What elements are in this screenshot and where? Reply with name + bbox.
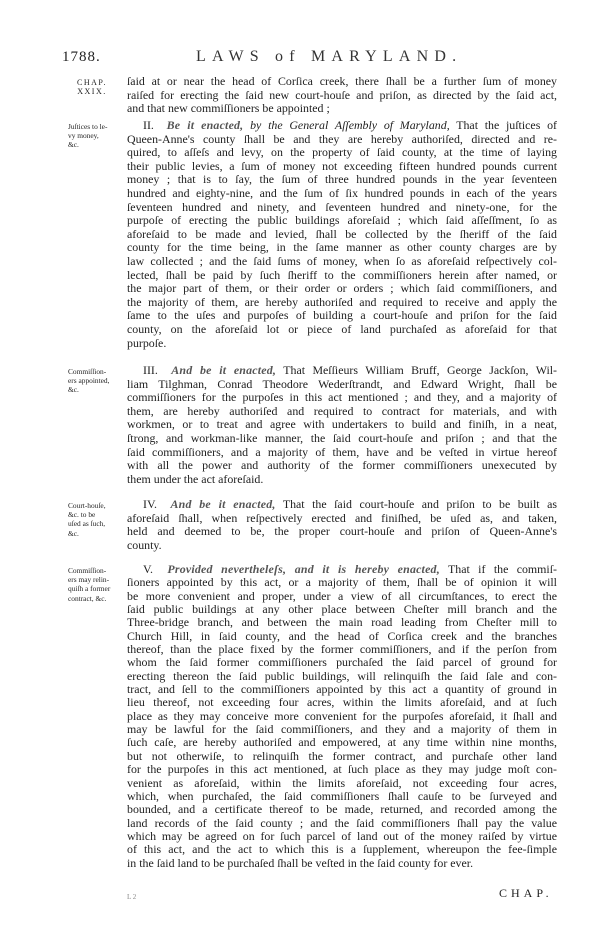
text-line: ſaid at or near the head of Corſica creek, there ſhall be a further ſum of money [127,74,557,88]
section-iv [127,498,557,552]
first-line-text: That if the commiſ- [448,562,557,576]
text-line: ſtrong, and workman-like manner, the ſaid court-houſe and priſon ; and that the [127,430,557,445]
text-line: lieu thereof, not exceeding four acres, within the limits aforeſaid, and at ſuch [127,695,557,710]
margin-note [68,566,126,603]
section-first-line [127,498,557,512]
enacting-clause: And be it enacted, [171,363,277,377]
text-line: the major part of them, or their order or orders ; which ſaid commiſſioners, and [127,281,557,296]
section-v [127,563,557,870]
margin-note-line: &c. [68,140,79,150]
margin-note-line: ers appointed, [68,376,110,386]
margin-note-line: Juſtices to le- [68,122,108,131]
text-line: ſaid public buildings at any other place between Cheſter mill branch and the [127,602,557,617]
first-line-text: That the juſtices of [456,118,557,132]
text-line: with all the power and authority of the former commiſſioners unexecuted by [127,458,557,473]
section-number: III. [143,363,158,377]
section-ii [127,119,557,350]
margin-note-line: &c. to be [68,510,96,520]
text-line: which may be agreed on for ſuch parcel of land out of the money raiſed by virtue [127,828,557,843]
text-line: workmen, or to treat and agree with undertakers to build and finiſh, in a neat, [127,417,557,432]
margin-note-line: contract, &c. [68,593,107,603]
margin-note-line: ers may relin- [68,575,110,585]
text-line: lected, ſhall be paid by ſuch ſheriff to the commiſſioners herein after named, or [127,267,557,282]
text-line: but not otherwiſe, to relinquiſh the former contract, and purchaſe other land [127,748,557,763]
section-first-line [127,119,557,133]
margin-note-line: &c. [68,528,79,538]
text-line: liam Tilghman, Conrad Theodore Wederſtrandt, and Edward Wright, ſhall be [127,376,557,391]
margin-note-line: Commiſſion- [68,367,107,376]
text-line: be more convenient and proper, under a view of all circumſtances, to erect the [127,588,557,603]
margin-note [68,501,126,538]
text-line: and that new commiſſioners be appointed ; [127,101,330,116]
text-line: commiſſioners for the purpoſes in this act mentioned ; and they, and a majority of [127,390,557,405]
text-line: aforeſaid ſhall, when reſpectively erected and finiſhed, be uſed as, and taken, [127,510,557,525]
margin-note-line: quiſh a former [68,584,111,594]
signature-mark: L 2 [127,893,137,901]
text-line: tract, and ſell to the commiſſioners appointed by this act a quantity of ground in [127,682,557,697]
text-line: whom the ſaid former commiſſioners purchaſed the ſaid parcel of ground for [127,655,557,670]
text-line: ſame to the uſes and purpoſes of building a court-houſe and priſon for the ſaid [127,308,557,323]
catchword: CHAP. [499,886,553,900]
chapter-marker [62,78,122,96]
section-first-line [127,563,557,576]
text-line: raiſed for erecting the ſaid new court-houſe and priſon, as directed by the ſaid act, [127,87,557,102]
text-line: hundred and eighty-nine, and the ſum of ſix hundred pounds in each of the years [127,185,557,200]
text-line: their public levies, a ſum of money not exceeding fifteen hundred pounds current [127,158,557,173]
text-line: money ; that is to ſay, the ſum of three hundred pounds in the year ſeventeen [127,172,557,187]
section-number: V. [143,562,154,576]
section-first-line [127,364,557,378]
margin-note-line: Commiſſion- [68,566,107,575]
italic-clause: by the General Aſſembly of Maryland, [250,118,450,132]
text-line: ſeventeen hundred and ninety, and ſeventeen hundred and ninety-one, for the [127,199,557,214]
text-line: county, on the aforeſaid lot or piece of land purchaſed as aforeſaid for that [127,321,557,336]
text-line: county. [127,537,162,552]
text-line: which, when purchaſed, the ſaid commiſſioners ſhall cauſe to be ſurveyed and [127,788,557,803]
text-line: quired, to aſſeſs and levy, on the property of ſaid county, at the time of laying [127,145,557,160]
text-line: them, are hereby authoriſed and required to contract for materials, and with [127,403,557,418]
enacting-clause: Be it enacted, [166,118,244,132]
section-iii [127,364,557,486]
section-continuation [127,75,557,116]
running-title: LAWS of MARYLAND. [196,48,463,65]
text-line: purpoſe of erecting the public buildings aforeſaid ; which ſaid aſſeſſment, ſo as [127,213,557,228]
text-line: land records of the ſaid county ; and the ſaid commiſſioners ſhall pay the value [127,815,557,830]
text-line: county for the time being, in the ſame manner as other county charges are by [127,240,557,255]
chapter-number: XXIX. [77,87,107,96]
text-line: Queen-Anne's county ſhall be and they are hereby authoriſed, directed and re- [127,131,557,146]
text-line: purpoſe. [127,335,167,350]
section-number: IV. [143,497,157,511]
text-line: erecting thereon the ſaid public buildings, will relinquiſh the ſaid ſale and con- [127,668,557,683]
text-line: law collected ; and the ſaid ſums of money, when ſo as aforeſaid reſpectively col- [127,253,557,268]
text-line: Three-bridge branch, and between the main road leading from Cheſter mill to [127,615,557,630]
text-line: bounded, and a certificate thereof to be made, returned, and recorded among the [127,802,557,817]
first-line-text: That Meſſieurs William Bruff, George Jackſon, Wil- [283,363,558,377]
text-line: them under the act aforeſaid. [127,471,264,486]
text-line: for the purpoſes in this act mentioned, at ſuch place as they may judge moſt con- [127,762,557,777]
text-line: venient as aforeſaid, within the limits aforeſaid, not exceeding four acres, [127,775,557,790]
text-line: the majority of them, are hereby authoriſed and required to receive and apply the [127,294,557,309]
margin-note-line: uſed as ſuch, [68,519,106,529]
text-line: held and deemed to be, the proper court-houſe and priſon of Queen-Anne's [127,524,557,539]
text-line: of this act, and the act to which this is a ſupplement, whereupon the fee-ſimple [127,842,557,857]
enacting-clause: Provided nevertheleſs, and it is hereby enacted, [167,562,440,576]
text-line: aforeſaid to be made and levied, ſhall be collected by the ſheriff of the ſaid [127,226,557,241]
enacting-clause: And be it enacted, [170,497,276,511]
text-line: may be lawful for the ſaid commiſſioners, and they and a majority of them in [127,722,557,737]
text-line: thereof, than the place fixed by the former commiſſioners, and if the perſon from [127,642,557,657]
chapter-label: CHAP. [77,78,107,87]
margin-note [68,122,126,150]
text-line: place as they may conceive more convenient for the purpoſes aforeſaid, it ſhall and [127,708,557,723]
page-year: 1788. [62,49,101,65]
text-line: ſioners appointed by this act, or a majority of them, ſhall be of opinion it will [127,575,557,590]
text-line: ſuch caſe, are hereby authoriſed and empowered, at any time within nine months, [127,735,557,750]
text-line: in the ſaid land to be purchaſed ſhall be veſted in the ſaid county for ever. [127,855,474,870]
margin-note [68,367,126,395]
margin-note-line: vy money, [68,131,99,141]
text-line: ſaid commiſſioners, and a majority of them, have and be veſted in virtue hereof [127,444,557,459]
margin-note-line: &c. [68,385,79,395]
text-line: Church Hill, in ſaid county, and the head of Corſica creek and the branches [127,628,557,643]
margin-note-line: Court-houſe, [68,501,106,510]
section-number: II. [143,118,154,132]
first-line-text: That the ſaid court-houſe and priſon to be built as [282,497,557,511]
